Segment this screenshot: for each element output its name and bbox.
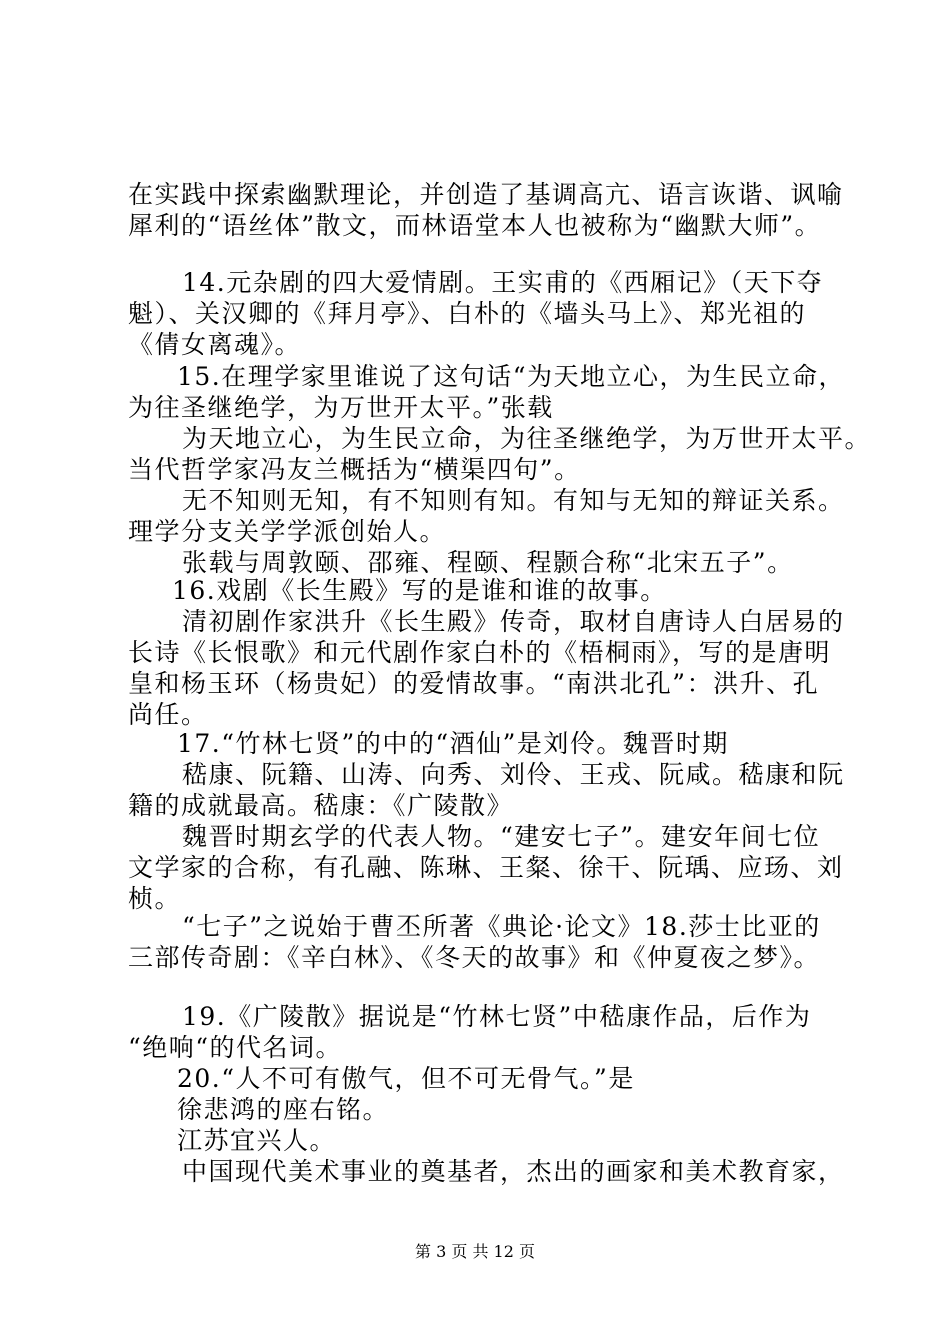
text-line: 为天地立心，为生民立命，为往圣继绝学，为万世开太平。 [182, 424, 872, 453]
text-line: 桢。 [128, 884, 182, 913]
text-line: 文学家的合称，有孔融、陈琳、王粲、徐干、阮瑀、应玚、刘 [128, 853, 844, 882]
text-line: 籍的成就最高。嵇康：《广陵散》 [128, 791, 514, 820]
text-line: 魏晋时期玄学的代表人物。“建安七子”。建安年间七位 [182, 822, 821, 851]
text-line: 为往圣继绝学，为万世开太平。”张载 [128, 393, 554, 422]
text-line: 嵇康、阮籍、山涛、向秀、刘伶、王戎、阮咸。嵇康和阮 [182, 760, 845, 789]
text-line: 无不知则无知，有不知则有知。有知与无知的辩证关系。 [182, 486, 845, 515]
text-line: 魁）、关汉卿的《拜月亭》、白朴的《墙头马上》、郑光祖的 [128, 299, 807, 328]
text-line: 理学分支关学学派创始人。 [128, 517, 447, 546]
text-line: 中国现代美术事业的奠基者，杰出的画家和美术教育家， [182, 1157, 845, 1186]
text-line: 三部传奇剧：《辛白林》、《冬天的故事》和《仲夏夜之梦》。 [128, 943, 821, 972]
text-line: 在实践中探索幽默理论，并创造了基调高亢、语言诙谐、讽喻 [128, 180, 844, 209]
text-line: 20.“人不可有傲气，但不可无骨气。”是 [177, 1064, 635, 1093]
text-line: 清初剧作家洪升《长生殿》传奇，取材自唐诗人白居易的 [182, 607, 845, 636]
text-line: 16.戏剧《长生殿》写的是谁和谁的故事。 [172, 576, 667, 605]
text-line: 当代哲学家冯友兰概括为“横渠四句”。 [128, 455, 581, 484]
text-line: 江苏宜兴人。 [177, 1126, 337, 1155]
text-line: 徐悲鸿的座右铭。 [177, 1095, 390, 1124]
text-line: 17.“竹林七贤”的中的“酒仙”是刘伶。魏晋时期 [177, 729, 729, 758]
text-line: “绝响“的代名词。 [128, 1033, 343, 1062]
text-line: 尚任。 [128, 700, 208, 729]
text-line: 犀利的“语丝体”散文，而林语堂本人也被称为“幽默大师”。 [128, 211, 822, 240]
page-footer: 第 3 页 共 12 页 [415, 1242, 535, 1261]
text-line: 皇和杨玉环（杨贵妃）的爱情故事。“南洪北孔”：洪升、孔 [128, 669, 820, 698]
text-line: 19.《广陵散》据说是“竹林七贤”中嵇康作品，后作为 [182, 1002, 812, 1031]
text-line: 《倩女离魂》。 [128, 330, 302, 359]
text-line: 张载与周敦颐、邵雍、程颐、程颢合称“北宋五子”。 [182, 548, 794, 577]
text-line: “七子”之说始于曹丕所著《典论·论文》18.莎士比亚的 [182, 912, 821, 941]
text-line: 长诗《长恨歌》和元代剧作家白朴的《梧桐雨》，写的是唐明 [128, 638, 832, 667]
text-line: 14.元杂剧的四大爱情剧。王实甫的《西厢记》（天下夺 [182, 268, 824, 297]
text-line: 15.在理学家里谁说了这句话“为天地立心，为生民立命， [177, 362, 846, 391]
